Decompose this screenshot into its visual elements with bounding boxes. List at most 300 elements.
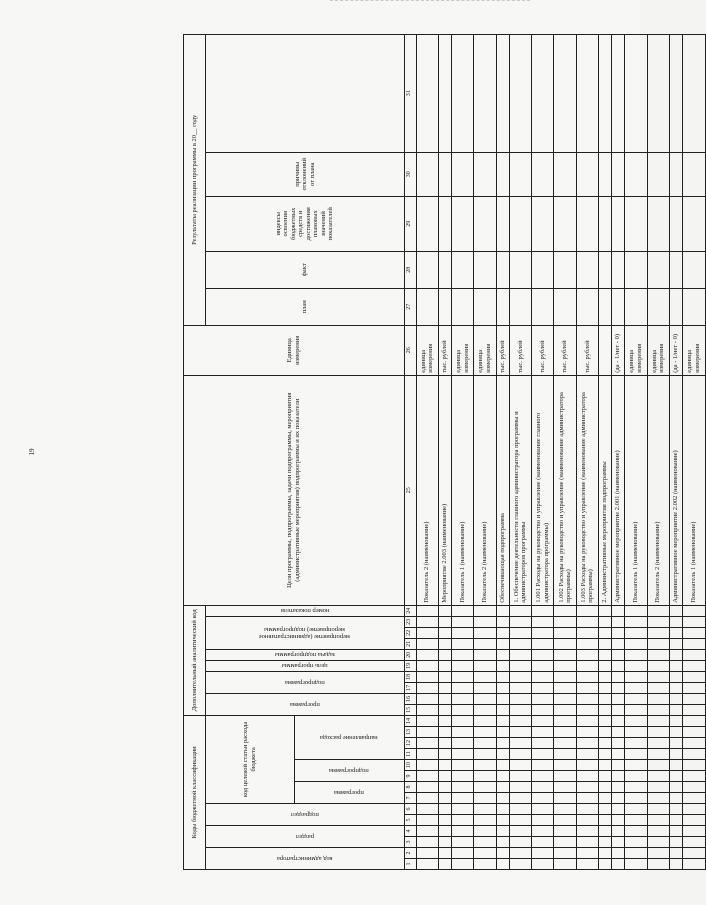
row-name: Обеспечивающая подпрограмма xyxy=(496,375,509,605)
code-cell xyxy=(451,671,473,682)
col-number: 5 xyxy=(404,815,416,826)
code-cell xyxy=(451,782,473,793)
code-cell xyxy=(438,660,451,671)
code-cell xyxy=(416,793,438,804)
column-number-row xyxy=(404,34,416,869)
code-cell xyxy=(612,649,625,660)
result-cell xyxy=(682,251,705,288)
code-cell xyxy=(647,704,669,715)
row-unit: единица измерения xyxy=(451,325,473,375)
result-cell xyxy=(496,251,509,288)
code-cell xyxy=(612,859,625,870)
result-cell xyxy=(532,288,554,325)
result-cell xyxy=(647,288,669,325)
code-cell xyxy=(669,671,682,682)
code-cell xyxy=(474,649,496,660)
code-cell xyxy=(554,616,576,627)
code-cell xyxy=(612,671,625,682)
code-cell xyxy=(451,660,473,671)
row-name: Показатель 1 (наименование) xyxy=(625,375,647,605)
code-cell xyxy=(451,627,473,638)
code-cell xyxy=(612,771,625,782)
code-cell xyxy=(496,638,509,649)
code-cell xyxy=(509,682,531,693)
col-number: 16 xyxy=(404,693,416,704)
col-number: 25 xyxy=(404,375,416,605)
row-unit: единица измерения xyxy=(625,325,647,375)
col-number: 20 xyxy=(404,649,416,660)
code-cell xyxy=(416,859,438,870)
code-cell xyxy=(416,638,438,649)
code-cell xyxy=(599,793,612,804)
row-name: Показатель 1 (наименование) xyxy=(451,375,473,605)
code-cell xyxy=(669,704,682,715)
code-cell xyxy=(438,837,451,848)
code-cell xyxy=(474,749,496,760)
code-cell xyxy=(669,638,682,649)
result-cell xyxy=(554,196,576,251)
code-cell xyxy=(532,793,554,804)
code-cell xyxy=(532,760,554,771)
code-cell xyxy=(496,605,509,616)
code-cell xyxy=(599,815,612,826)
code-cell xyxy=(532,727,554,738)
col-number: 9 xyxy=(404,771,416,782)
result-cell xyxy=(576,196,598,251)
result-cell xyxy=(576,34,598,152)
result-cell xyxy=(451,251,473,288)
code-cell xyxy=(647,859,669,870)
code-cell xyxy=(612,848,625,859)
table-row xyxy=(669,34,682,869)
result-cell xyxy=(647,34,669,152)
code-cell xyxy=(554,682,576,693)
code-cell xyxy=(474,671,496,682)
code-cell xyxy=(682,693,705,704)
code-cell xyxy=(496,826,509,837)
code-cell xyxy=(682,704,705,715)
code-cell xyxy=(612,727,625,738)
result-cell xyxy=(625,152,647,196)
code-cell xyxy=(647,660,669,671)
code-cell xyxy=(509,693,531,704)
result-cell xyxy=(682,152,705,196)
code-cell xyxy=(576,627,598,638)
result-cell xyxy=(509,251,531,288)
result-cell xyxy=(599,34,612,152)
row-name: Показатель 2 (наименование) xyxy=(474,375,496,605)
result-cell xyxy=(509,196,531,251)
code-cell xyxy=(554,704,576,715)
header-napravlenie: направление расхода xyxy=(320,733,378,741)
code-cell xyxy=(496,848,509,859)
code-cell xyxy=(599,616,612,627)
code-cell xyxy=(647,848,669,859)
table-row xyxy=(509,34,531,869)
code-cell xyxy=(625,848,647,859)
code-cell xyxy=(599,782,612,793)
code-cell xyxy=(625,715,647,726)
code-cell xyxy=(612,782,625,793)
col-number: 23 xyxy=(404,616,416,627)
code-cell xyxy=(625,859,647,870)
code-cell xyxy=(496,693,509,704)
code-cell xyxy=(496,815,509,826)
code-cell xyxy=(682,837,705,848)
code-cell xyxy=(554,671,576,682)
code-cell xyxy=(416,704,438,715)
code-cell xyxy=(625,671,647,682)
code-cell xyxy=(625,682,647,693)
col-number: 13 xyxy=(404,727,416,738)
code-cell xyxy=(682,660,705,671)
code-cell xyxy=(554,804,576,815)
code-cell xyxy=(416,848,438,859)
code-cell xyxy=(625,693,647,704)
code-cell xyxy=(599,848,612,859)
code-cell xyxy=(509,638,531,649)
code-cell xyxy=(599,826,612,837)
row-unit: (да - 1/нет - 0) xyxy=(669,325,682,375)
result-cell xyxy=(612,34,625,152)
code-cell xyxy=(509,649,531,660)
code-cell xyxy=(416,815,438,826)
code-cell xyxy=(509,671,531,682)
header-reasons: причины отклонений от плана xyxy=(206,152,405,196)
code-cell xyxy=(496,859,509,870)
code-cell xyxy=(682,616,705,627)
result-cell xyxy=(647,152,669,196)
header-results: Результаты реализации программы в 20__ году xyxy=(184,34,206,325)
code-cell xyxy=(599,837,612,848)
code-cell xyxy=(682,771,705,782)
row-name: 1.001 Расходы на руководство и управление (наименование главного администратора программы) xyxy=(532,375,554,605)
header-csr-group: код целевой статьи расхода бюджета xyxy=(206,715,295,803)
code-cell xyxy=(612,804,625,815)
table-row xyxy=(532,34,554,869)
col-number: 14 xyxy=(404,715,416,726)
code-cell xyxy=(474,771,496,782)
result-cell xyxy=(612,196,625,251)
code-cell xyxy=(496,715,509,726)
result-cell xyxy=(612,152,625,196)
code-cell xyxy=(416,671,438,682)
code-cell xyxy=(416,660,438,671)
code-cell xyxy=(438,638,451,649)
code-cell xyxy=(647,793,669,804)
code-cell xyxy=(532,749,554,760)
code-cell xyxy=(625,771,647,782)
code-cell xyxy=(496,749,509,760)
code-cell xyxy=(532,738,554,749)
code-cell xyxy=(669,605,682,616)
code-cell xyxy=(682,649,705,660)
code-cell xyxy=(451,704,473,715)
code-cell xyxy=(647,715,669,726)
code-cell xyxy=(682,671,705,682)
code-cell xyxy=(669,727,682,738)
col-number: 2 xyxy=(404,848,416,859)
code-cell xyxy=(554,771,576,782)
header-a-programma: программа xyxy=(289,700,320,708)
code-cell xyxy=(474,826,496,837)
code-cell xyxy=(682,826,705,837)
row-unit: тыс. рублей xyxy=(438,325,451,375)
result-cell xyxy=(451,34,473,152)
row-unit: единица измерения xyxy=(416,325,438,375)
code-cell xyxy=(554,715,576,726)
result-cell xyxy=(474,34,496,152)
rotated-table-wrapper xyxy=(183,35,701,870)
header-budget-codes: Коды бюджетной классификации xyxy=(184,715,206,869)
code-cell xyxy=(474,660,496,671)
code-cell xyxy=(451,749,473,760)
col-number: 27 xyxy=(404,288,416,325)
code-cell xyxy=(509,616,531,627)
code-cell xyxy=(496,649,509,660)
code-cell xyxy=(532,605,554,616)
code-cell xyxy=(554,848,576,859)
code-cell xyxy=(647,826,669,837)
result-cell xyxy=(509,288,531,325)
code-cell xyxy=(451,738,473,749)
row-name: 1.002 Расходы на руководство и управление (наименование администратора программы) xyxy=(554,375,576,605)
result-cell xyxy=(599,152,612,196)
code-cell xyxy=(438,815,451,826)
result-cell xyxy=(599,288,612,325)
row-unit: тыс. рублей xyxy=(509,325,531,375)
code-cell xyxy=(554,782,576,793)
code-cell xyxy=(647,671,669,682)
code-cell xyxy=(416,837,438,848)
code-cell xyxy=(599,682,612,693)
result-cell xyxy=(599,196,612,251)
code-cell xyxy=(647,782,669,793)
code-cell xyxy=(669,738,682,749)
code-cell xyxy=(576,837,598,848)
code-cell xyxy=(576,704,598,715)
code-cell xyxy=(682,638,705,649)
code-cell xyxy=(647,727,669,738)
code-cell xyxy=(682,627,705,638)
code-cell xyxy=(576,859,598,870)
code-cell xyxy=(612,738,625,749)
col-number: 22 xyxy=(404,627,416,638)
result-cell xyxy=(576,152,598,196)
code-cell xyxy=(509,627,531,638)
code-cell xyxy=(625,793,647,804)
code-cell xyxy=(647,682,669,693)
code-cell xyxy=(554,649,576,660)
code-cell xyxy=(474,793,496,804)
result-cell xyxy=(474,152,496,196)
code-cell xyxy=(438,859,451,870)
code-cell xyxy=(509,605,531,616)
code-cell xyxy=(496,738,509,749)
code-cell xyxy=(451,826,473,837)
code-cell xyxy=(474,627,496,638)
code-cell xyxy=(647,605,669,616)
code-cell xyxy=(554,660,576,671)
code-cell xyxy=(682,793,705,804)
code-cell xyxy=(554,760,576,771)
result-cell xyxy=(416,196,438,251)
result-cell xyxy=(416,152,438,196)
code-cell xyxy=(612,793,625,804)
code-cell xyxy=(474,848,496,859)
code-cell xyxy=(438,760,451,771)
code-cell xyxy=(576,605,598,616)
code-cell xyxy=(599,727,612,738)
code-cell xyxy=(576,649,598,660)
code-cell xyxy=(509,837,531,848)
code-cell xyxy=(599,660,612,671)
result-cell xyxy=(576,251,598,288)
code-cell xyxy=(576,616,598,627)
header-admin-code: код администратора xyxy=(277,855,333,862)
header-fakt: факт xyxy=(206,251,405,288)
code-cell xyxy=(576,848,598,859)
code-cell xyxy=(532,848,554,859)
header-a-podprogramma: подпрограмма xyxy=(284,678,325,686)
code-cell xyxy=(612,627,625,638)
code-cell xyxy=(576,782,598,793)
col-number: 10 xyxy=(404,760,416,771)
code-cell xyxy=(451,760,473,771)
code-cell xyxy=(496,627,509,638)
code-cell xyxy=(625,616,647,627)
code-cell xyxy=(647,815,669,826)
code-cell xyxy=(416,616,438,627)
code-cell xyxy=(599,771,612,782)
code-cell xyxy=(451,727,473,738)
code-cell xyxy=(647,649,669,660)
result-cell xyxy=(612,288,625,325)
code-cell xyxy=(669,649,682,660)
row-name: Административное мероприятие 2.001 (наименование) xyxy=(612,375,625,605)
row-name: 2. Административные мероприятия подпрограммы xyxy=(599,375,612,605)
code-cell xyxy=(451,693,473,704)
code-cell xyxy=(599,671,612,682)
code-cell xyxy=(474,837,496,848)
code-cell xyxy=(451,837,473,848)
code-cell xyxy=(612,616,625,627)
code-cell xyxy=(669,760,682,771)
code-cell xyxy=(669,848,682,859)
code-cell xyxy=(532,826,554,837)
result-cell xyxy=(474,251,496,288)
result-cell xyxy=(669,251,682,288)
code-cell xyxy=(438,627,451,638)
code-cell xyxy=(625,627,647,638)
col-number: 30 xyxy=(404,152,416,196)
code-cell xyxy=(532,660,554,671)
col-number: 11 xyxy=(404,749,416,760)
result-cell xyxy=(451,196,473,251)
header-goals: Цели программы, подпрограммы, задачи подпрограммы, мероприятия (административные мероприятия) подпрограммы и их показатели xyxy=(184,375,405,605)
result-cell xyxy=(496,288,509,325)
code-cell xyxy=(647,638,669,649)
code-cell xyxy=(554,793,576,804)
code-cell xyxy=(509,715,531,726)
code-cell xyxy=(438,605,451,616)
code-cell xyxy=(669,715,682,726)
result-cell xyxy=(532,251,554,288)
code-cell xyxy=(599,605,612,616)
code-cell xyxy=(474,638,496,649)
code-cell xyxy=(599,760,612,771)
code-cell xyxy=(647,749,669,760)
code-cell xyxy=(682,605,705,616)
code-cell xyxy=(532,627,554,638)
col-number: 4 xyxy=(404,826,416,837)
result-cell xyxy=(669,152,682,196)
col-number: 8 xyxy=(404,782,416,793)
result-cell xyxy=(682,288,705,325)
code-cell xyxy=(612,715,625,726)
code-cell xyxy=(554,826,576,837)
code-cell xyxy=(509,782,531,793)
code-cell xyxy=(669,837,682,848)
result-cell xyxy=(416,34,438,152)
code-cell xyxy=(416,771,438,782)
header-index: индексы освоения бюджетных средств и достижения плановых значений показателей xyxy=(206,196,405,251)
code-cell xyxy=(554,738,576,749)
code-cell xyxy=(509,704,531,715)
code-cell xyxy=(576,815,598,826)
code-cell xyxy=(612,704,625,715)
row-unit: тыс. рублей xyxy=(496,325,509,375)
page-number: 19 xyxy=(28,448,36,456)
result-cell xyxy=(496,196,509,251)
result-cell xyxy=(682,196,705,251)
row-unit: единица измерения xyxy=(474,325,496,375)
code-cell xyxy=(532,649,554,660)
col-number: 21 xyxy=(404,638,416,649)
code-cell xyxy=(612,815,625,826)
code-cell xyxy=(625,605,647,616)
code-cell xyxy=(451,815,473,826)
code-cell xyxy=(669,826,682,837)
code-cell xyxy=(438,804,451,815)
code-cell xyxy=(612,660,625,671)
code-cell xyxy=(532,815,554,826)
code-cell xyxy=(554,749,576,760)
col-number: 15 xyxy=(404,704,416,715)
code-cell xyxy=(669,660,682,671)
code-cell xyxy=(576,693,598,704)
code-cell xyxy=(474,727,496,738)
col-number: 12 xyxy=(404,738,416,749)
result-cell xyxy=(669,196,682,251)
code-cell xyxy=(496,682,509,693)
code-cell xyxy=(669,859,682,870)
code-cell xyxy=(554,859,576,870)
code-cell xyxy=(474,704,496,715)
code-cell xyxy=(532,704,554,715)
result-cell xyxy=(496,34,509,152)
table-row xyxy=(554,34,576,869)
result-cell xyxy=(612,251,625,288)
code-cell xyxy=(451,605,473,616)
col-number: 1 xyxy=(404,859,416,870)
row-name: Административное мероприятие 2.002 (наименование) xyxy=(669,375,682,605)
code-cell xyxy=(576,715,598,726)
code-cell xyxy=(496,616,509,627)
code-cell xyxy=(554,638,576,649)
code-cell xyxy=(416,782,438,793)
code-cell xyxy=(532,616,554,627)
